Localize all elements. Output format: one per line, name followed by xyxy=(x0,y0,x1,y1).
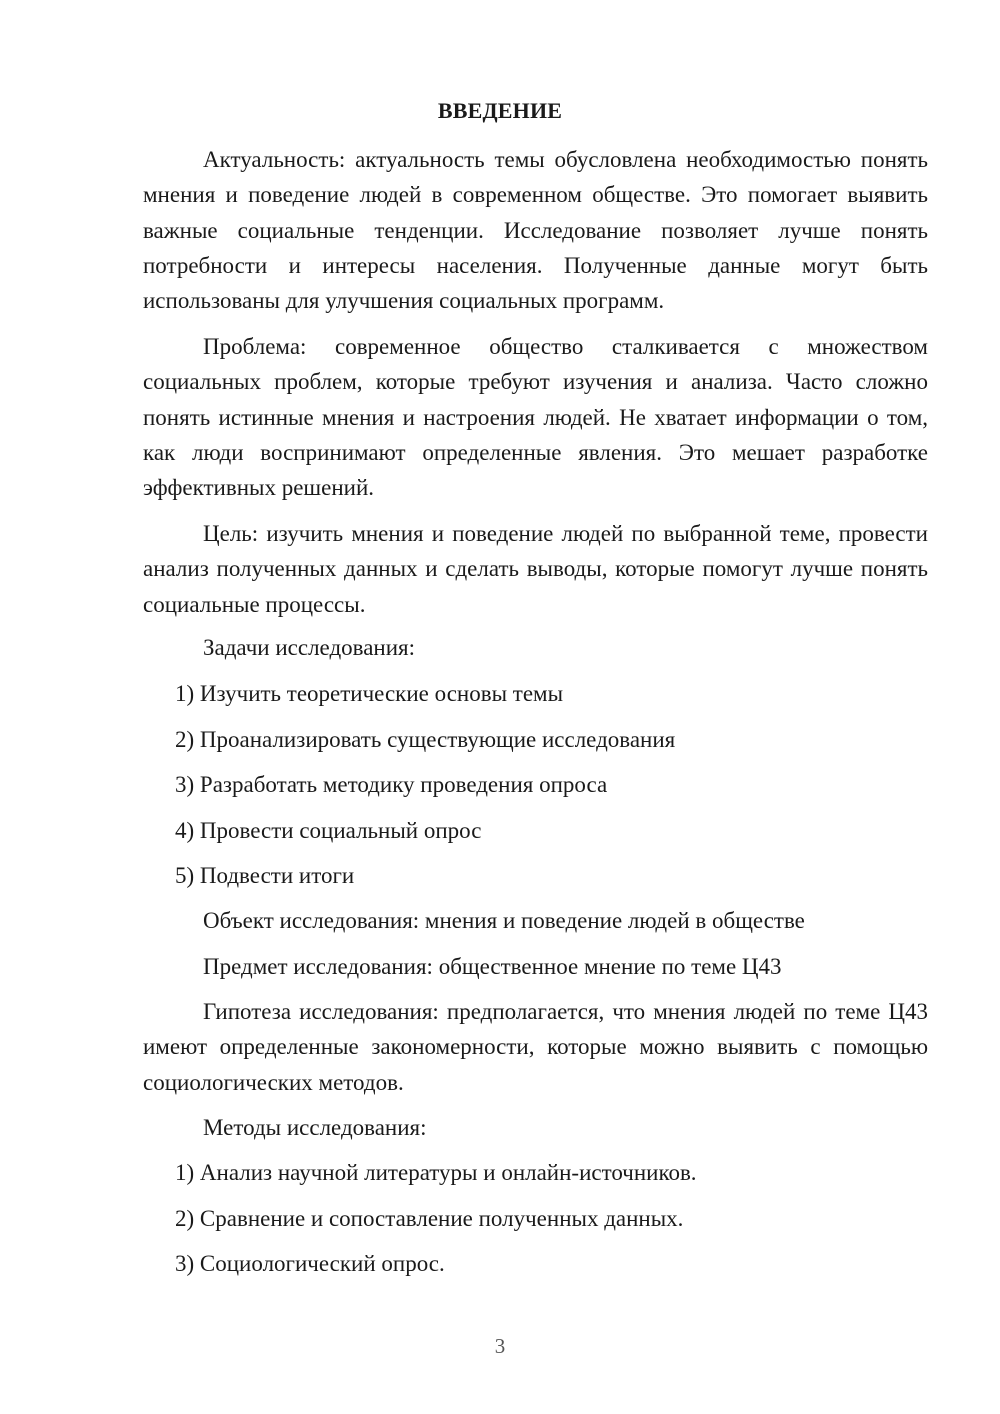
problem-paragraph: Проблема: современное общество сталкивается с множеством социальных проблем, которые требуют изучения и анализа. Часто сложно понять истинные мнения и настроения людей. Не хватает информации о том, как люди воспринимают определенные явления. Это мешает разработке эффективных решений. xyxy=(143,334,928,501)
page-number: 3 xyxy=(494,1334,506,1358)
methods-heading: Методы исследования: xyxy=(203,1115,427,1140)
subject-line: Предмет исследования: общественное мнение по теме Ц43 xyxy=(203,954,782,979)
task-list-item: 1) Изучить теоретические основы темы xyxy=(175,681,564,706)
object-line: Объект исследования: мнения и поведение людей в обществе xyxy=(203,908,805,933)
method-list-item: 1) Анализ научной литературы и онлайн-источников. xyxy=(175,1160,697,1185)
method-list-item: 2) Сравнение и сопоставление полученных данных. xyxy=(175,1206,684,1231)
task-list-item: 2) Проанализировать существующие исследования xyxy=(175,727,676,752)
method-list-item: 3) Социологический опрос. xyxy=(175,1251,445,1276)
task-list-item: 4) Провести социальный опрос xyxy=(175,818,482,843)
hypothesis-paragraph: Гипотеза исследования: предполагается, что мнения людей по теме Ц43 имеют определенные закономерности, которые можно выявить с помощью социологических методов. xyxy=(143,999,928,1095)
tasks-heading: Задачи исследования: xyxy=(203,635,416,660)
relevance-paragraph: Актуальность: актуальность темы обусловлена необходимостью понять мнения и поведение людей в современном обществе. Это помогает выявить важные социальные тенденции. Исследование позволяет лучше понять потребности и интересы населения. Полученные данные могут быть использованы для улучшения социальных программ. xyxy=(143,147,928,314)
task-list-item: 3) Разработать методику проведения опроса xyxy=(175,772,608,797)
task-list-item: 5) Подвести итоги xyxy=(175,863,355,888)
page-title: ВВЕДЕНИЕ xyxy=(437,98,563,123)
goal-paragraph: Цель: изучить мнения и поведение людей по выбранной теме, провести анализ полученных данных и сделать выводы, которые помогут лучше понять социальные процессы. xyxy=(143,521,928,617)
